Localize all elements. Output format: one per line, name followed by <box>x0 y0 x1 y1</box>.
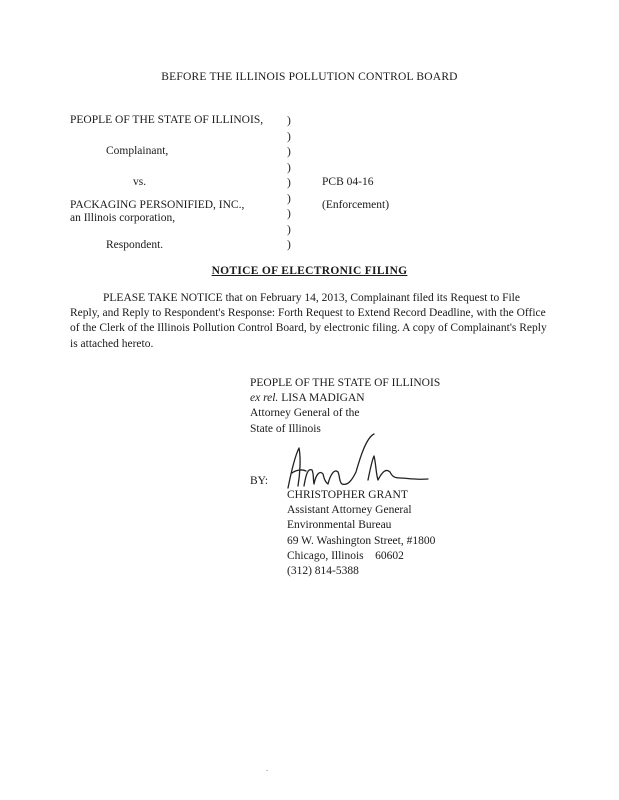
caption-plaintiff: PEOPLE OF THE STATE OF ILLINOIS, <box>70 114 264 126</box>
footer-mark: . <box>266 763 269 773</box>
party-name: PEOPLE OF THE STATE OF ILLINOIS <box>250 377 441 389</box>
attorney-block <box>287 488 435 579</box>
phone-number: (312) 814-5388 <box>287 565 359 578</box>
attorney-title: Assistant Attorney General <box>287 504 412 517</box>
caption-versus: vs. <box>133 176 147 188</box>
caption-defendant-desc: an Illinois corporation, <box>70 212 176 224</box>
notice-body-text: PLEASE TAKE NOTICE that on February 14, 2013, Complainant filed its Request to File Reply, and Reply to Respondent's Response: Forth Request to Extend Record Deadline, with the Office of the Clerk of the Illinois Pollution Control Board, by electronic filing. A copy of Complainant's Reply is attached hereto. <box>70 292 547 350</box>
case-number: PCB 04-16 <box>322 176 374 188</box>
ag-name: LISA MADIGAN <box>281 392 365 405</box>
paren-mark: ) <box>287 161 291 174</box>
paren-mark: ) <box>287 239 291 251</box>
ex-rel-line <box>250 391 440 406</box>
by-label: BY: <box>250 475 269 487</box>
ex-rel-label: ex rel. <box>250 392 279 405</box>
notice-title: NOTICE OF ELECTRONIC FILING <box>211 265 408 277</box>
paren-mark: ) <box>287 146 291 158</box>
ag-title: Attorney General of the <box>250 407 360 420</box>
city-state-zip: Chicago, Illinois 60602 <box>287 549 404 562</box>
caption-plaintiff-role: Complainant, <box>106 145 169 157</box>
caption-defendant: PACKAGING PERSONIFIED, INC., <box>70 199 245 211</box>
paren-mark: ) <box>287 130 291 143</box>
paren-mark: ) <box>287 192 291 205</box>
paren-mark: ) <box>287 177 291 189</box>
paren-mark: ) <box>287 208 291 220</box>
notice-body <box>70 291 550 352</box>
case-type: (Enforcement) <box>322 199 390 211</box>
state-name: State of Illinois <box>250 422 321 435</box>
paren-mark: ) <box>287 115 291 127</box>
attorney-name: CHRISTOPHER GRANT <box>287 489 408 501</box>
caption-defendant-role: Respondent. <box>106 239 164 251</box>
court-heading: BEFORE THE ILLINOIS POLLUTION CONTROL BOARD <box>161 71 458 83</box>
caption-parenthesis-column <box>287 114 291 254</box>
street-address: 69 W. Washington Street, #1800 <box>287 534 436 547</box>
bureau-name: Environmental Bureau <box>287 519 392 532</box>
paren-mark: ) <box>287 223 291 236</box>
